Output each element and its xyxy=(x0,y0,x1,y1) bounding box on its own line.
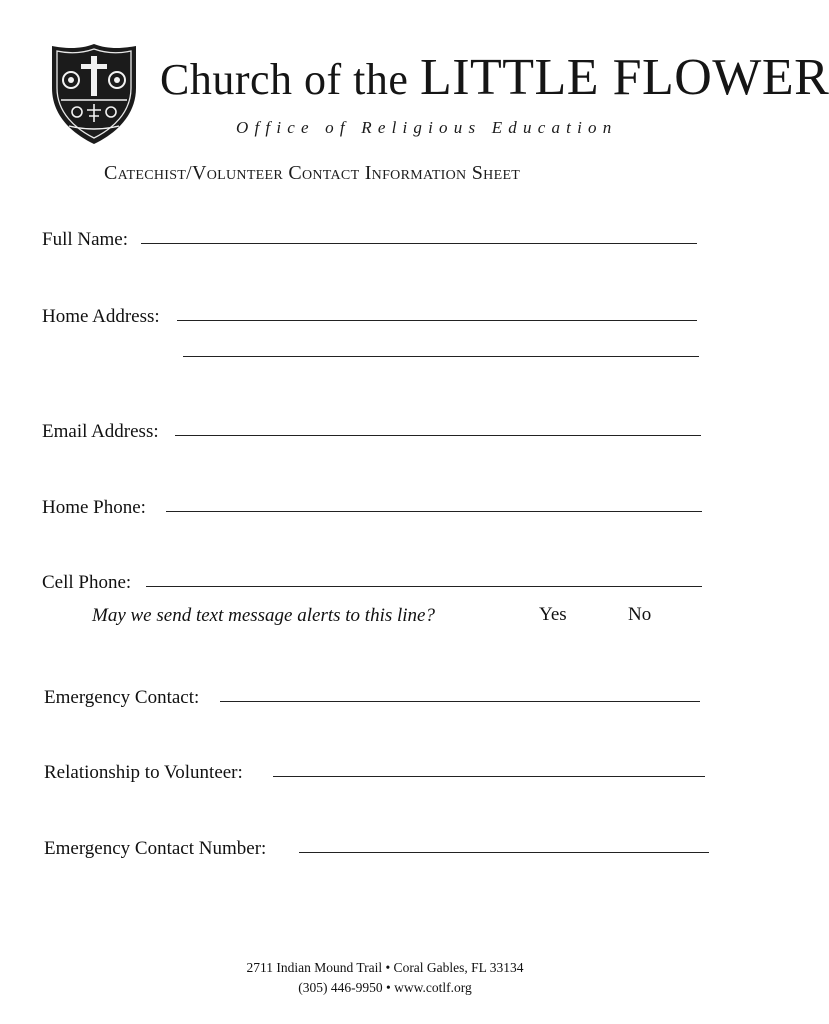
email-address-field[interactable] xyxy=(175,417,701,436)
emergency-number-field[interactable] xyxy=(299,834,709,853)
text-alert-no-option[interactable]: No xyxy=(628,604,652,625)
footer-contact: (305) 446-9950 • www.cotlf.org xyxy=(298,980,472,995)
text-alert-yes-option[interactable]: Yes xyxy=(539,604,567,625)
home-address-field-line1[interactable] xyxy=(177,302,697,321)
home-address-label: Home Address: xyxy=(42,306,160,327)
footer xyxy=(0,958,770,998)
full-name-label: Full Name: xyxy=(42,229,129,250)
office-subtitle: Office of Religious Education xyxy=(236,118,618,137)
cell-phone-field[interactable] xyxy=(146,568,702,587)
relationship-field[interactable] xyxy=(273,758,705,777)
text-alert-question: May we send text message alerts to this line? xyxy=(92,605,435,626)
home-phone-label: Home Phone: xyxy=(42,497,146,518)
emergency-contact-field[interactable] xyxy=(220,683,700,702)
relationship-label: Relationship to Volunteer: xyxy=(44,762,243,783)
home-phone-field[interactable] xyxy=(166,493,702,512)
org-name-main: LITTLE FLOWER xyxy=(419,49,829,106)
email-address-label: Email Address: xyxy=(42,421,159,442)
org-name xyxy=(160,49,829,106)
full-name-field[interactable] xyxy=(141,225,697,244)
home-address-field-line2[interactable] xyxy=(183,338,699,357)
cell-phone-label: Cell Phone: xyxy=(42,572,132,593)
emergency-number-label: Emergency Contact Number: xyxy=(44,838,267,859)
church-crest-icon xyxy=(49,42,139,146)
sheet-title: Catechist/Volunteer Contact Information Sheet xyxy=(104,162,521,184)
org-name-prefix: Church of the xyxy=(160,55,409,104)
emergency-contact-label: Emergency Contact: xyxy=(44,687,200,708)
footer-address: 2711 Indian Mound Trail • Coral Gables, FL 33134 xyxy=(246,960,524,975)
